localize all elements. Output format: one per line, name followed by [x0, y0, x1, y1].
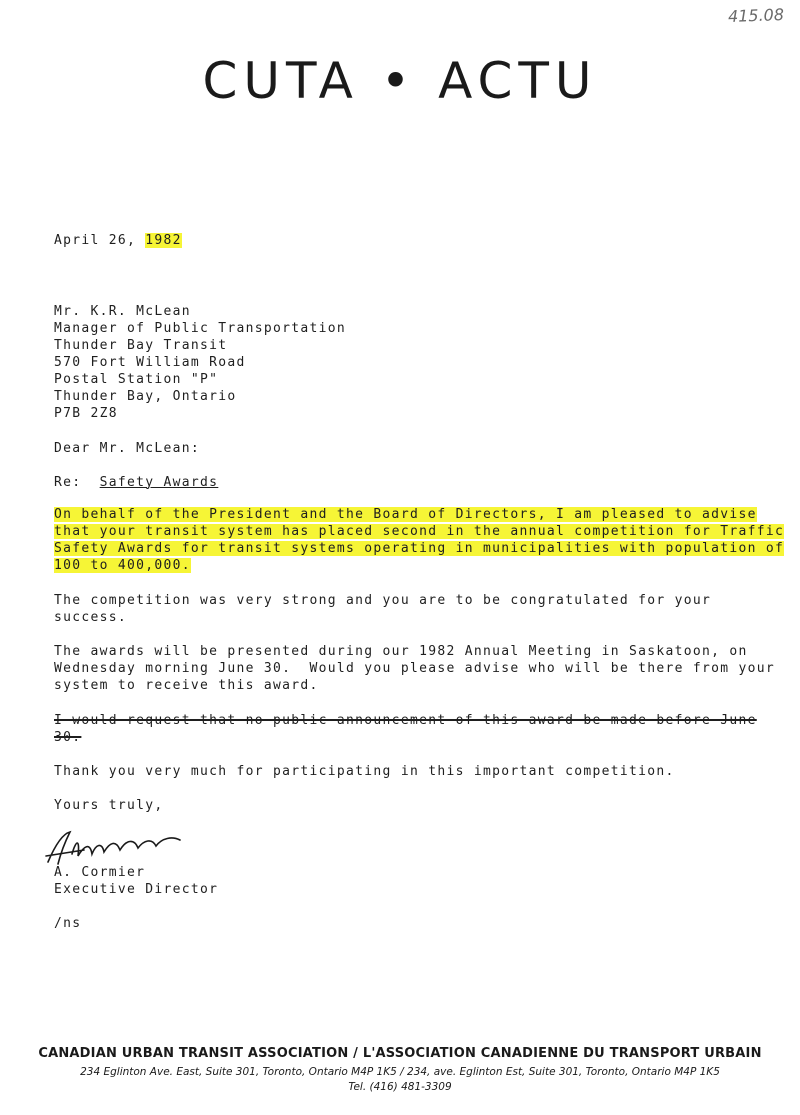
recipient-line: Manager of Public Transportation [54, 321, 347, 336]
paragraph-line: that your transit system has placed second in the annual competition for Traffic [54, 524, 785, 539]
closing: Yours truly, [54, 798, 164, 813]
paragraph-line: The competition was very strong and you are to be congratulated for your [54, 593, 712, 608]
paragraph-line: 30. [54, 730, 82, 745]
subject-line [54, 474, 218, 491]
paragraph-line: Safety Awards for transit systems operating in municipalities with population of [54, 541, 785, 556]
recipient-line: 570 Fort William Road [54, 355, 246, 370]
paragraph-line: On behalf of the President and the Board of Directors, I am pleased to advise [54, 507, 757, 522]
paragraph-line: success. [54, 610, 128, 625]
footer-address: 234 Eglinton Ave. East, Suite 301, Toronto, Ontario M4P 1K5 / 234, ave. Eglinton Est, Suite 301, Toronto, Ontario M4P 1K5 [80, 1066, 720, 1078]
date-year-highlighted: 1982 [145, 233, 182, 248]
letter-date [54, 232, 182, 249]
signer-name: A. Cormier [54, 865, 146, 880]
paragraph-line: 100 to 400,000. [54, 558, 191, 573]
footer-organization: CANADIAN URBAN TRANSIT ASSOCIATION / L'ASSOCIATION CANADIENNE DU TRANSPORT URBAIN [38, 1046, 762, 1061]
paragraph-thanks: Thank you very much for participating in this important competition. [54, 764, 675, 779]
date-prefix: April 26, [54, 233, 146, 248]
paragraph-line: The awards will be presented during our 1982 Annual Meeting in Saskatoon, on [54, 644, 748, 659]
footer-telephone: Tel. (416) 481-3309 [348, 1081, 452, 1093]
letterhead-logo: CUTA • ACTU [202, 52, 598, 110]
recipient-line: Postal Station "P" [54, 372, 219, 387]
recipient-line: Mr. K.R. McLean [54, 304, 191, 319]
paragraph-line: I would request that no public announcement of this award be made before June [54, 713, 757, 728]
salutation: Dear Mr. McLean: [54, 441, 201, 456]
re-label: Re: [54, 475, 82, 490]
recipient-line: Thunder Bay Transit [54, 338, 228, 353]
recipient-line: Thunder Bay, Ontario [54, 389, 237, 404]
subject-text: Safety Awards [99, 475, 219, 490]
handwritten-file-number: 415.08 [727, 5, 785, 26]
paragraph-line: system to receive this award. [54, 678, 319, 693]
signer-title: Executive Director [54, 882, 219, 897]
paragraph-line: Wednesday morning June 30. Would you please advise who will be there from your [54, 661, 776, 676]
recipient-line: P7B 2Z8 [54, 406, 118, 421]
typist-initials: /ns [54, 916, 82, 931]
